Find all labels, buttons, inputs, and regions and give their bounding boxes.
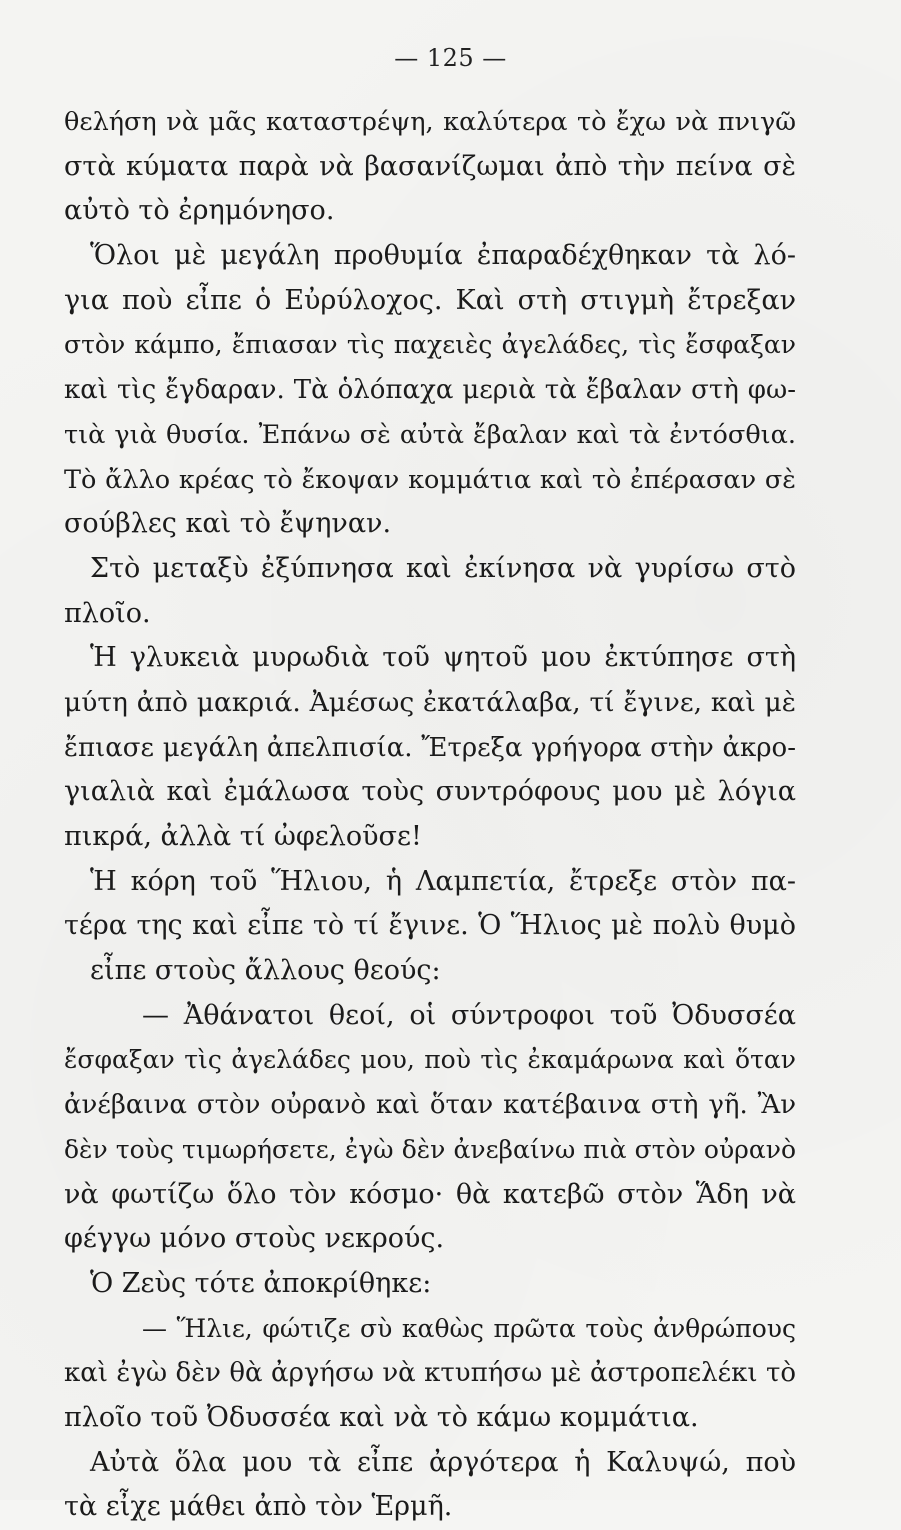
body-text	[64, 100, 796, 1530]
text-line: ἔπιασε μεγάλη ἀπελπισία. Ἔτρεξα γρήγορα στὴν ἀκρο-	[64, 732, 796, 763]
text-line: για ποὺ εἶπε ὁ Εὐρύλοχος. Καὶ στὴ στιγμὴ ἔτρεξαν	[64, 284, 796, 316]
text-line: — Ἥλιε, φώτιζε σὺ καθὼς πρῶτα τοὺς ἀνθρώπους	[142, 1313, 796, 1343]
text-line: πικρά, ἀλλὰ τί ὠφελοῦσε!	[64, 821, 422, 852]
page-number: — 125 —	[394, 44, 507, 72]
text-line: σούβλες καὶ τὸ ἔψηναν.	[64, 508, 392, 540]
text-line: εἶπε στοὺς ἄλλους θεούς:	[90, 955, 441, 987]
text-line: ἀνέβαινα στὸν οὐρανὸ καὶ ὅταν κατέβαινα στὴ γῆ. Ἂν	[64, 1090, 796, 1121]
text-line: γιαλιὰ καὶ ἐμάλωσα τοὺς συντρόφους μου μὲ λόγια	[64, 776, 796, 808]
text-line: Στὸ μεταξὺ ἐξύπνησα καὶ ἐκίνησα νὰ γυρίσω στὸ	[90, 552, 796, 584]
text-line: θελήση νὰ μᾶς καταστρέψη, καλύτερα τὸ ἔχω νὰ πνιγῶ	[64, 107, 796, 137]
text-line: νὰ φωτίζω ὅλο τὸν κόσμο· θὰ κατεβῶ στὸν Ἅδη νὰ	[64, 1178, 796, 1210]
text-line: καὶ ἐγὼ δὲν θὰ ἀργήσω νὰ κτυπήσω μὲ ἀστροπελέκι τὸ	[64, 1358, 796, 1389]
text-line: αὐτὸ τὸ ἐρημόνησο.	[64, 195, 335, 227]
text-line: πλοῖο τοῦ Ὀδυσσέα καὶ νὰ τὸ κάμω κομμάτια.	[64, 1401, 699, 1433]
text-line: πλοῖο.	[64, 597, 151, 629]
text-line: Τὸ ἄλλο κρέας τὸ ἔκοψαν κομμάτια καὶ τὸ ἐπέρασαν σὲ	[64, 464, 796, 495]
text-line: καὶ τὶς ἔγδαραν. Τὰ ὁλόπαχα μεριὰ τὰ ἔβαλαν στὴ φω-	[64, 375, 796, 406]
text-line: Ὁ Ζεὺς τότε ἀποκρίθηκε:	[90, 1267, 432, 1299]
text-line: δὲν τοὺς τιμωρήσετε, ἐγὼ δὲν ἀνεβαίνω πιὰ στὸν οὐρανὸ	[64, 1134, 796, 1164]
text-line: Ἡ κόρη τοῦ Ἥλιου, ἡ Λαμπετία, ἔτρεξε στὸν πα-	[90, 865, 796, 897]
text-line: τιὰ γιὰ θυσία. Ἐπάνω σὲ αὐτὰ ἔβαλαν καὶ τὰ ἐντόσθια.	[64, 419, 796, 450]
text-line: τέρα της καὶ εἶπε τὸ τί ἔγινε. Ὁ Ἥλιος μὲ πολὺ θυμὸ	[64, 910, 796, 942]
text-line: στὸν κάμπο, ἔπιασαν τὶς παχειὲς ἀγελάδες, τὶς ἔσφαξαν	[64, 330, 796, 360]
text-line: στὰ κύματα παρὰ νὰ βασανίζωμαι ἀπὸ τὴν πείνα σὲ	[64, 150, 796, 182]
text-line: — Ἀθάνατοι θεοί, οἱ σύντροφοι τοῦ Ὀδυσσέα	[142, 999, 796, 1031]
text-line: τὰ εἶχε μάθει ἀπὸ τὸν Ἑρμῆ.	[64, 1491, 453, 1523]
text-line: φέγγω μόνο στοὺς νεκρούς.	[64, 1223, 445, 1255]
text-line: ἔσφαξαν τὶς ἀγελάδες μου, ποὺ τὶς ἐκαμάρωνα καὶ ὅταν	[64, 1045, 796, 1075]
text-line: Αὐτὰ ὅλα μου τὰ εἶπε ἀργότερα ἡ Καλυψώ, ποὺ	[90, 1446, 796, 1478]
text-line: μύτη ἀπὸ μακριά. Ἀμέσως ἐκατάλαβα, τί ἔγινε, καὶ μὲ	[64, 686, 796, 718]
text-line: Ἡ γλυκειὰ μυρωδιὰ τοῦ ψητοῦ μου ἐκτύπησε στὴ	[90, 642, 796, 674]
text-line: Ὅλοι μὲ μεγάλη προθυμία ἐπαραδέχθηκαν τὰ λό-	[90, 240, 796, 272]
